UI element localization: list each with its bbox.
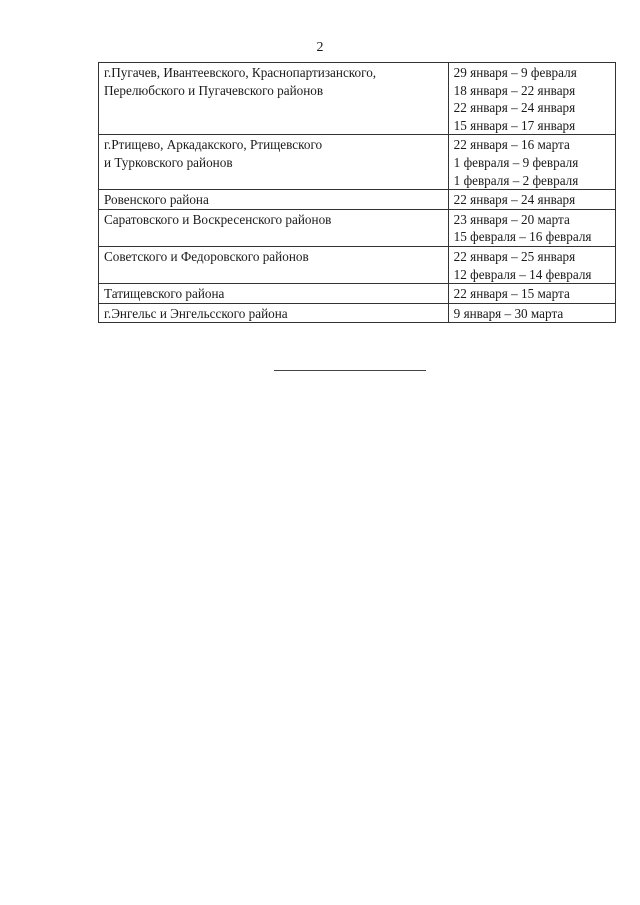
- date-range: 1 февраля – 2 февраля: [453, 172, 579, 188]
- dates-cell: [448, 303, 615, 323]
- end-separator-line: [274, 370, 426, 371]
- area-cell: [99, 63, 449, 135]
- area-cell: [99, 135, 449, 190]
- area-cell: [99, 209, 449, 246]
- date-range: 22 января – 24 января: [453, 100, 576, 116]
- dates-cell: [448, 209, 615, 246]
- area-line: г.Энгельс и Энгельсского района: [104, 305, 288, 321]
- date-range: 23 января – 20 марта: [453, 211, 570, 227]
- dates-cell: [448, 63, 615, 135]
- dates-cell: [448, 190, 615, 210]
- area-line: Перелюбского и Пугачевского районов: [104, 82, 324, 98]
- date-range: 22 января – 15 марта: [453, 286, 570, 302]
- date-range: 29 января – 9 февраля: [453, 65, 577, 80]
- dates-cell: [448, 284, 615, 304]
- date-range: 15 января – 17 января: [453, 117, 576, 133]
- dates-cell: [448, 246, 615, 283]
- table-row: [99, 284, 616, 304]
- area-line: Татищевского района: [104, 286, 225, 302]
- area-line: г.Пугачев, Ивантеевского, Краснопартизанского,: [104, 65, 377, 80]
- area-cell: [99, 284, 449, 304]
- area-line: и Турковского районов: [104, 154, 233, 170]
- date-range: 1 февраля – 9 февраля: [453, 154, 579, 170]
- table-row: [99, 246, 616, 283]
- table-row: [99, 135, 616, 190]
- area-line: г.Ртищево, Аркадакского, Ртищевского: [104, 137, 323, 153]
- date-range: 18 января – 22 января: [453, 82, 576, 98]
- area-line: Ровенского района: [104, 192, 209, 208]
- table-row: [99, 303, 616, 323]
- date-range: 22 января – 16 марта: [453, 137, 570, 153]
- table-row: [99, 209, 616, 246]
- area-cell: [99, 246, 449, 283]
- area-cell: [99, 190, 449, 210]
- date-range: 22 января – 25 января: [453, 248, 576, 264]
- area-line: Саратовского и Воскресенского районов: [104, 211, 332, 227]
- date-range: 9 января – 30 марта: [453, 305, 564, 321]
- schedule-table: [98, 62, 616, 323]
- page-number: 2: [316, 40, 324, 55]
- date-range: 12 февраля – 14 февраля: [453, 266, 592, 282]
- dates-cell: [448, 135, 615, 190]
- date-range: 15 февраля – 16 февраля: [453, 229, 592, 245]
- area-line: Советского и Федоровского районов: [104, 248, 309, 264]
- date-range: 22 января – 24 января: [453, 192, 576, 208]
- table-row: [99, 190, 616, 210]
- area-cell: [99, 303, 449, 323]
- table-row: [99, 63, 616, 135]
